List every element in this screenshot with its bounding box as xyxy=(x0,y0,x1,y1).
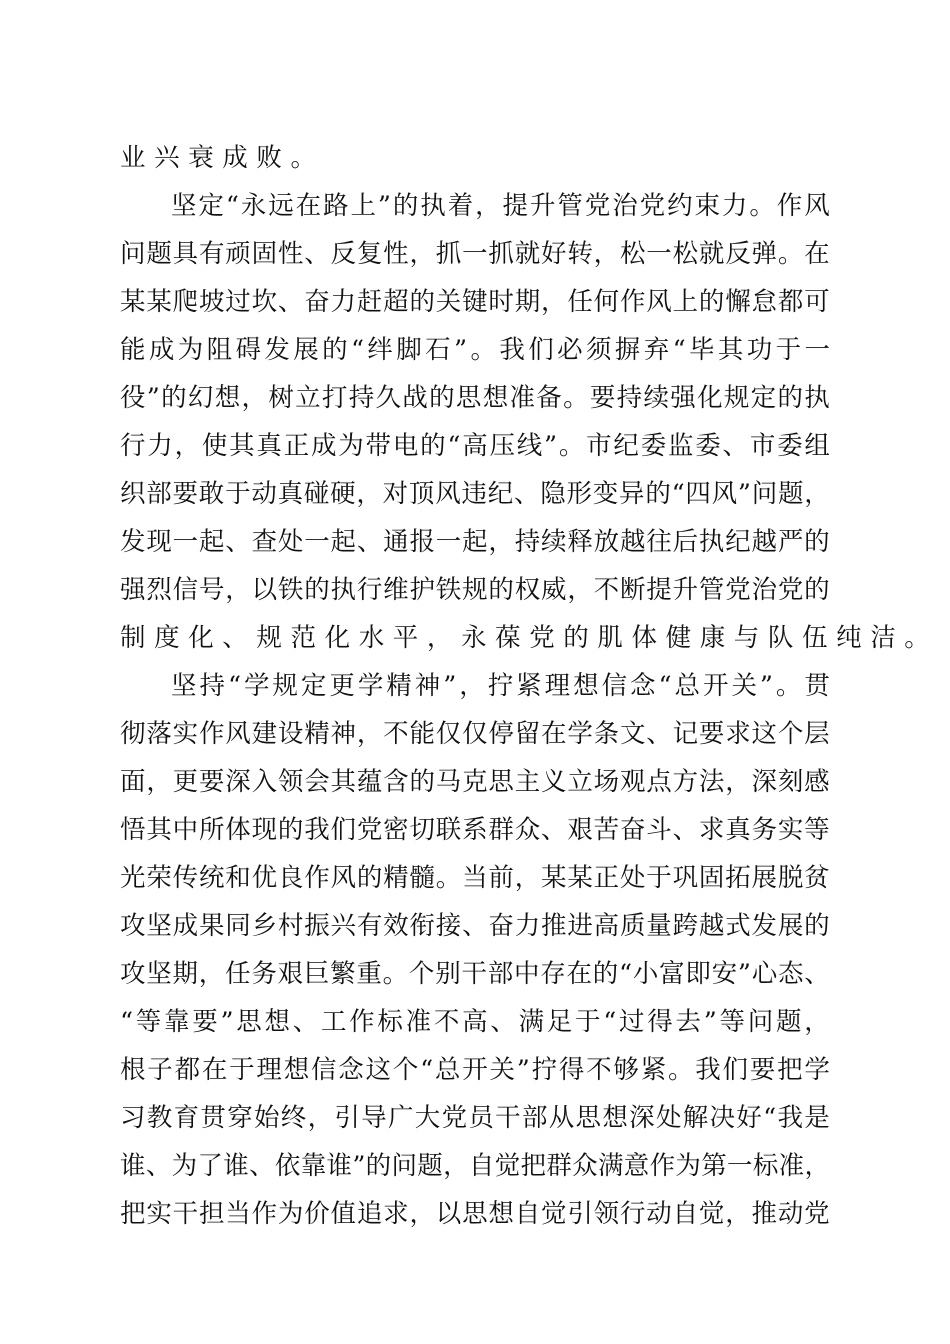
text-line: 制度化、规范化水平，永葆党的肌体健康与队伍纯洁。 xyxy=(120,623,939,653)
text-line: 业兴衰成败。 xyxy=(120,143,325,173)
text-line: 织 部 要 敢 于 动 真 碰 硬 ， 对 顶 风 违 纪 、 隐 形 变 异 的 “ 四 风 ” 问 题 ， xyxy=(120,479,830,509)
text-line: 攻 坚 期 ， 任 务 艰 巨 繁 重 。 个 别 干 部 中 存 在 的 “ 小 富 即 安 ” 心 态 、 xyxy=(120,959,830,989)
text-line: 发 现 一 起 、 查 处 一 起 、 通 报 一 起 ， 持 续 释 放 越 往 后 执 纪 越 严 的 xyxy=(120,527,830,557)
text-line: 问 题 具 有 顽 固 性 、 反 复 性 ， 抓 一 抓 就 好 转 ， 松 一 松 就 反 弹 。 在 xyxy=(120,239,830,269)
text-line: 彻 落 实 作 风 建 设 精 神 ， 不 能 仅 仅 停 留 在 学 条 文 、 记 要 求 这 个 层 xyxy=(120,719,830,749)
text-line: 役 ” 的 幻 想 ， 树 立 打 持 久 战 的 思 想 准 备 。 要 持 续 强 化 规 定 的 执 xyxy=(120,383,830,413)
text-line: 把 实 干 担 当 作 为 价 值 追 求 ， 以 思 想 自 觉 引 领 行 动 自 觉 ， 推 动 党 xyxy=(120,1199,830,1229)
text-line: 谁 、 为 了 谁 、 依 靠 谁 ” 的 问 题 ， 自 觉 把 群 众 满 意 作 为 第 一 标 准 ， xyxy=(120,1151,830,1181)
text-line: 某 某 爬 坡 过 坎 、 奋 力 赶 超 的 关 键 时 期 ， 任 何 作 风 上 的 懈 怠 都 可 xyxy=(120,287,830,317)
text-line: 强 烈 信 号 ， 以 铁 的 执 行 维 护 铁 规 的 权 威 ， 不 断 提 升 管 党 治 党 的 xyxy=(120,575,830,605)
text-line: 悟 其 中 所 体 现 的 我 们 党 密 切 联 系 群 众 、 艰 苦 奋 斗 、 求 真 务 实 等 xyxy=(120,815,830,845)
text-line: 攻 坚 成 果 同 乡 村 振 兴 有 效 衔 接 、 奋 力 推 进 高 质 量 跨 越 式 发 展 的 xyxy=(120,911,830,941)
body-text xyxy=(120,134,939,1238)
text-line: 根 子 都 在 于 理 想 信 念 这 个 “ 总 开 关 ” 拧 得 不 够 紧 。 我 们 要 把 学 xyxy=(120,1055,830,1085)
text-line: 坚 持 “ 学 规 定 更 学 精 神 ” ， 拧 紧 理 想 信 念 “ 总 开 关 ” 。 贯 xyxy=(171,671,830,701)
text-line: 坚 定 “ 永 远 在 路 上 ” 的 执 着 ， 提 升 管 党 治 党 约 束 力 。 作 风 xyxy=(171,191,830,221)
text-line: 面 ， 更 要 深 入 领 会 其 蕴 含 的 马 克 思 主 义 立 场 观 点 方 法 ， 深 刻 感 xyxy=(120,767,830,797)
text-line: 能 成 为 阻 碍 发 展 的 “ 绊 脚 石 ” 。 我 们 必 须 摒 弃 “ 毕 其 功 于 一 xyxy=(120,335,830,365)
text-line: 习 教 育 贯 穿 始 终 ， 引 导 广 大 党 员 干 部 从 思 想 深 处 解 决 好 “ 我 是 xyxy=(120,1103,830,1133)
text-line: 光 荣 传 统 和 优 良 作 风 的 精 髓 。 当 前 ， 某 某 正 处 于 巩 固 拓 展 脱 贫 xyxy=(120,863,830,893)
text-line: “ 等 靠 要 ” 思 想 、 工 作 标 准 不 高 、 满 足 于 “ 过 得 去 ” 等 问 题 ， xyxy=(120,1007,830,1037)
text-line: 行 力 ， 使 其 真 正 成 为 带 电 的 “ 高 压 线 ” 。 市 纪 委 监 委 、 市 委 组 xyxy=(120,431,830,461)
